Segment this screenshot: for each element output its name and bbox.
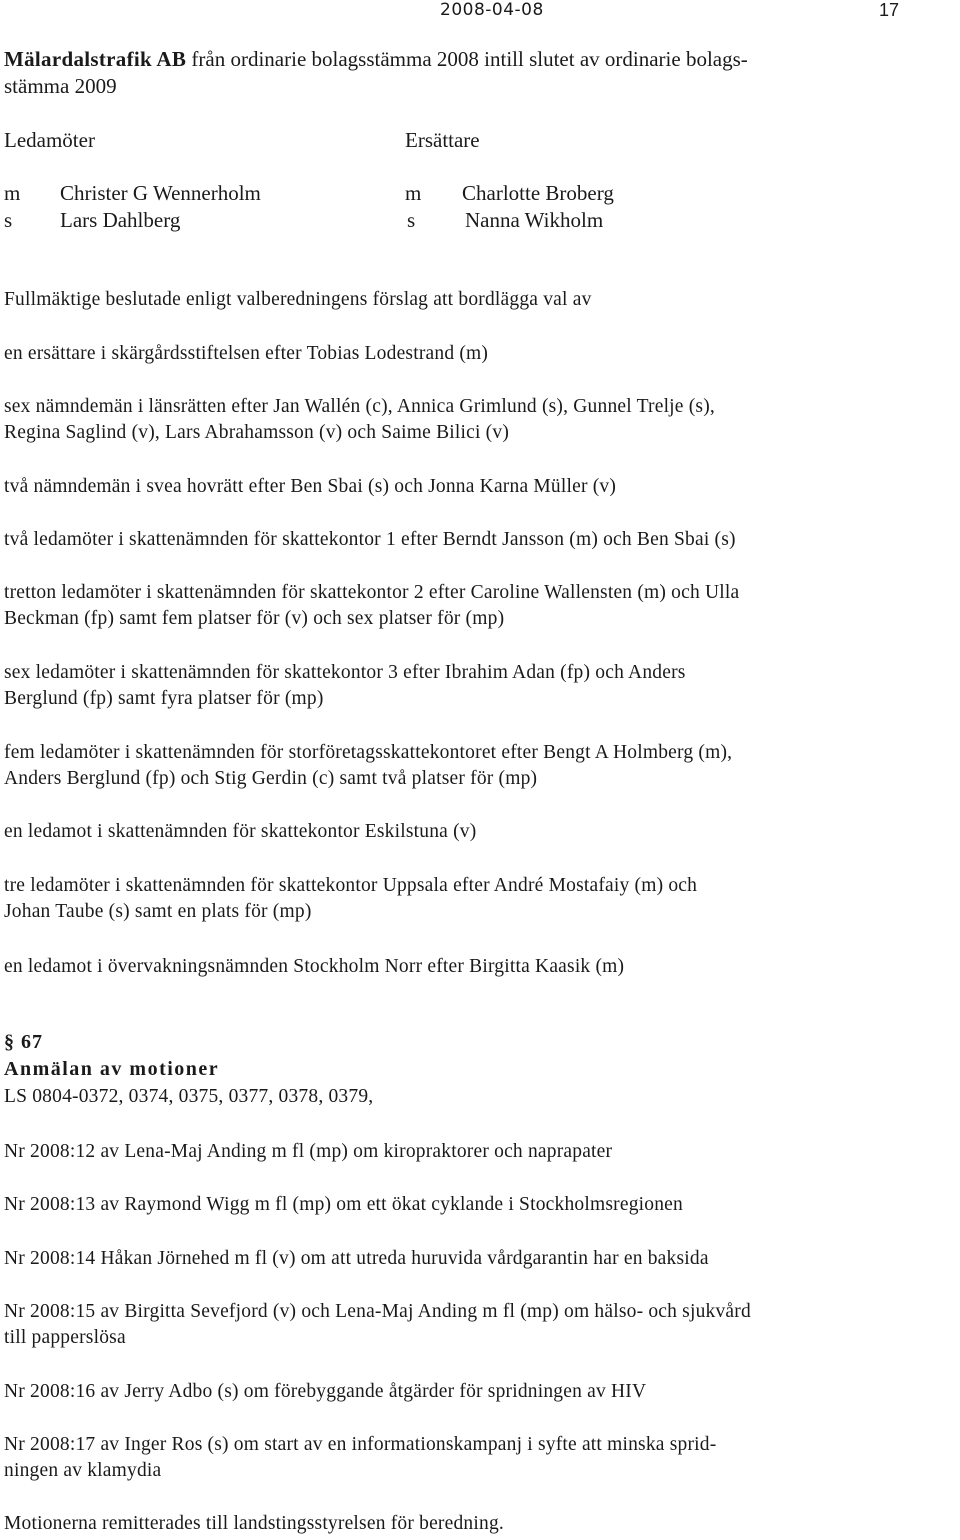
substitute-party: m bbox=[405, 181, 422, 205]
paragraph-line: tretton ledamöter i skattenämnden för skattekontor 2 efter Caroline Wallensten (m) och Ulla bbox=[4, 582, 740, 603]
decision-paragraph bbox=[4, 287, 960, 313]
motion-item bbox=[4, 1246, 960, 1272]
paragraph-line: sex ledamöter i skattenämnden för skattekontor 3 efter Ibrahim Adan (fp) och Anders bbox=[4, 662, 686, 683]
member-name: Lars Dahlberg bbox=[60, 208, 181, 232]
paragraph-line: Nr 2008:12 av Lena-Maj Anding m fl (mp) om kiropraktorer och naprapater bbox=[4, 1141, 613, 1162]
substitutes-header: Ersättare bbox=[405, 128, 480, 152]
member-party: s bbox=[4, 208, 13, 232]
paragraph-line: en ledamot i skattenämnden för skattekontor Eskilstuna (v) bbox=[4, 821, 477, 842]
title-text-line1: från ordinarie bolagsstämma 2008 intill slutet av ordinarie bolags- bbox=[186, 47, 748, 71]
conclusion-text: Motionerna remitterades till landstingsstyrelsen för beredning. bbox=[4, 1513, 504, 1534]
page-number: 17 bbox=[879, 0, 900, 20]
paragraph-line: Beckman (fp) samt fem platser för (v) och sex platser för (mp) bbox=[4, 608, 505, 629]
paragraph-line: Fullmäktige beslutade enligt valberedningens förslag att bordlägga val av bbox=[4, 289, 592, 310]
paragraph-line: sex nämndemän i länsrätten efter Jan Wallén (c), Annica Grimlund (s), Gunnel Trelje (s), bbox=[4, 396, 715, 417]
decision-paragraph bbox=[4, 740, 960, 792]
section-title: Anmälan av motioner bbox=[4, 1058, 220, 1080]
member-party: m bbox=[4, 181, 21, 205]
paragraph-line: fem ledamöter i skattenämnden för storföretagsskattekontoret efter Bengt A Holmberg (m), bbox=[4, 742, 733, 763]
decision-paragraph bbox=[4, 474, 960, 500]
company-name: Mälardalstrafik AB bbox=[4, 47, 187, 71]
paragraph-line: en ersättare i skärgårdsstiftelsen efter Tobias Lodestrand (m) bbox=[4, 343, 489, 364]
motion-item bbox=[4, 1379, 960, 1405]
paragraph-line: till papperslösa bbox=[4, 1327, 126, 1348]
section-number: § 67 bbox=[4, 1031, 43, 1053]
paragraph-line: Nr 2008:15 av Birgitta Sevefjord (v) och Lena-Maj Anding m fl (mp) om hälso- och sjukvård bbox=[4, 1301, 751, 1322]
paragraph-line: Regina Saglind (v), Lars Abrahamsson (v) och Saime Bilici (v) bbox=[4, 422, 510, 443]
header-date: 2008-04-08 bbox=[440, 0, 544, 20]
paragraph-line: Nr 2008:14 Håkan Jörnehed m fl (v) om att utreda huruvida vårdgarantin har en baksida bbox=[4, 1248, 709, 1269]
paragraph-line: tre ledamöter i skattenämnden för skattekontor Uppsala efter André Mostafaiy (m) och bbox=[4, 875, 698, 896]
decision-paragraph bbox=[4, 527, 960, 553]
substitute-name: Charlotte Broberg bbox=[462, 181, 614, 205]
motion-item bbox=[4, 1432, 960, 1484]
motion-item bbox=[4, 1139, 960, 1165]
paragraph-line: Nr 2008:16 av Jerry Adbo (s) om förebyggande åtgärder för spridningen av HIV bbox=[4, 1381, 647, 1402]
ls-reference-line: LS 0804-0372, 0374, 0375, 0377, 0378, 0379, bbox=[4, 1086, 374, 1107]
document-title bbox=[4, 46, 944, 100]
substitute-name: Nanna Wikholm bbox=[465, 208, 604, 232]
motion-item bbox=[4, 1299, 960, 1351]
paragraph-line: Johan Taube (s) samt en plats för (mp) bbox=[4, 901, 312, 922]
paragraph-line: två ledamöter i skattenämnden för skattekontor 1 efter Berndt Jansson (m) och Ben Sbai (s) bbox=[4, 529, 736, 550]
paragraph-line: Anders Berglund (fp) och Stig Gerdin (c) samt två platser för (mp) bbox=[4, 768, 538, 789]
substitute-party: s bbox=[407, 208, 416, 232]
paragraph-line: Berglund (fp) samt fyra platser för (mp) bbox=[4, 688, 324, 709]
title-text-line2: stämma 2009 bbox=[4, 74, 117, 98]
decision-paragraph bbox=[4, 394, 960, 446]
paragraph-line: ningen av klamydia bbox=[4, 1460, 162, 1481]
decision-paragraph bbox=[4, 873, 960, 925]
paragraph-line: Nr 2008:17 av Inger Ros (s) om start av en informationskampanj i syfte att minska sprid- bbox=[4, 1434, 717, 1455]
paragraph-line: Nr 2008:13 av Raymond Wigg m fl (mp) om ett ökat cyklande i Stockholmsregionen bbox=[4, 1194, 683, 1215]
decision-paragraph bbox=[4, 580, 960, 632]
decision-paragraph bbox=[4, 660, 960, 712]
decision-paragraph bbox=[4, 954, 960, 980]
paragraph-line: en ledamot i övervakningsnämnden Stockholm Norr efter Birgitta Kaasik (m) bbox=[4, 956, 625, 977]
decision-paragraph bbox=[4, 819, 960, 845]
members-header: Ledamöter bbox=[4, 128, 95, 152]
decision-paragraph bbox=[4, 341, 960, 367]
motion-item bbox=[4, 1192, 960, 1218]
paragraph-line: två nämndemän i svea hovrätt efter Ben Sbai (s) och Jonna Karna Müller (v) bbox=[4, 476, 617, 497]
member-name: Christer G Wennerholm bbox=[60, 181, 261, 205]
